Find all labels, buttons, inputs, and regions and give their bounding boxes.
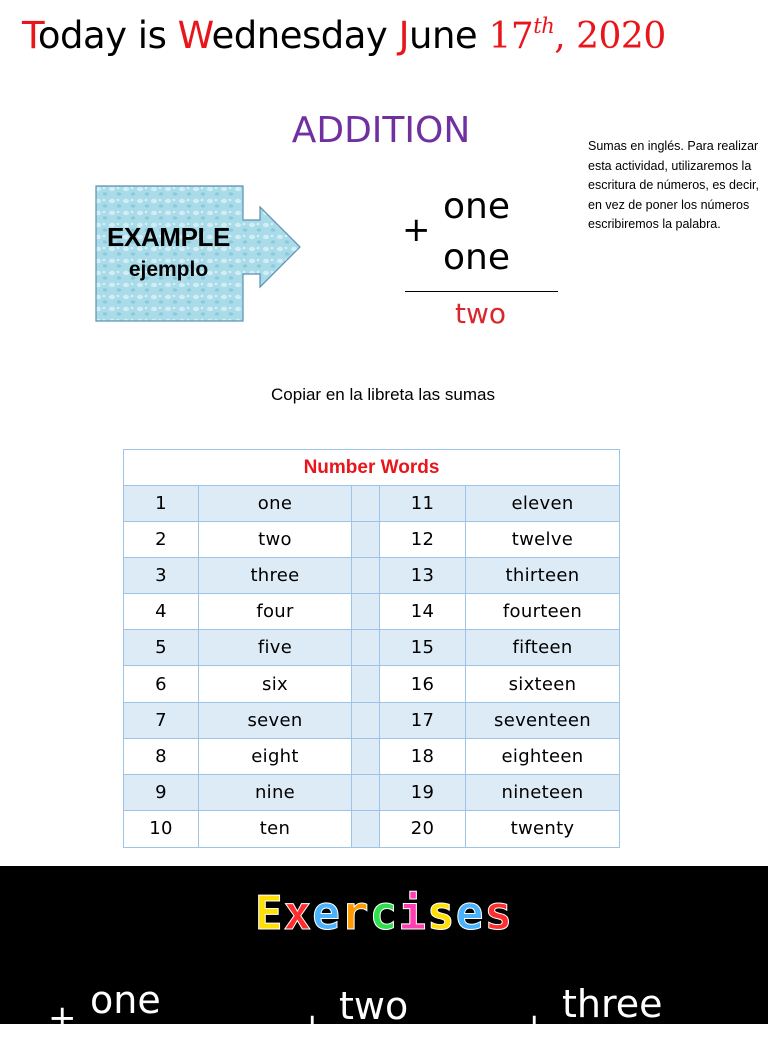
plus-sign: + (402, 210, 431, 250)
word-cell: seventeen (466, 703, 619, 739)
table-row (124, 811, 619, 847)
table-gap (352, 630, 380, 666)
sum-rule (405, 291, 558, 292)
table-row (124, 739, 619, 775)
word-cell: fifteen (466, 630, 619, 666)
exercises-title-letter: r (340, 886, 370, 940)
word-cell: fourteen (466, 594, 619, 630)
table-title: Number Words (124, 450, 619, 486)
number-cell: 11 (380, 486, 466, 522)
word-cell: one (199, 486, 352, 522)
word-cell: twenty (510, 818, 575, 840)
word-cell: four (199, 594, 352, 630)
table-gap (352, 666, 380, 702)
table-row (124, 703, 619, 739)
number-cell: 17 (380, 703, 466, 739)
table-gap (352, 558, 380, 594)
table-gap (352, 486, 380, 522)
number-cell: 13 (380, 558, 466, 594)
addend-two: one (443, 237, 510, 278)
number-cell: 19 (380, 775, 466, 811)
word-cell: three (199, 558, 352, 594)
exercise-word-2: two (339, 984, 409, 1028)
number-cell: 2 (124, 522, 199, 558)
word-cell: eight (199, 739, 352, 775)
exercises-title-letter: e (455, 886, 485, 940)
table-body (124, 486, 619, 847)
number-cell: 5 (124, 630, 199, 666)
word-cell: thirteen (466, 558, 619, 594)
exercises-title-letter: i (398, 886, 428, 940)
exercises-title-letter: x (283, 886, 313, 940)
word-cell: twelve (466, 522, 619, 558)
word-cell: nineteen (466, 775, 619, 811)
example-label-box (96, 222, 241, 282)
word-cell: ten (199, 811, 352, 847)
title-text: ednesday (211, 14, 399, 57)
word-cell: sixteen (466, 666, 619, 702)
number-cell: 16 (380, 666, 466, 702)
table-row (124, 594, 619, 630)
number-cell: 12 (380, 522, 466, 558)
number-cell: 3 (124, 558, 199, 594)
number-cell: 4 (124, 594, 199, 630)
number-cell: 14 (380, 594, 466, 630)
word-cell: eleven (466, 486, 619, 522)
table-gap (352, 775, 380, 811)
example-label: EXAMPLE (107, 222, 230, 252)
title-text: oday is (37, 14, 178, 57)
table-row (124, 666, 619, 702)
word-cell: nine (199, 775, 352, 811)
number-cell: 9 (124, 775, 199, 811)
example-sublabel: ejemplo (128, 258, 209, 281)
word-cell: five (199, 630, 352, 666)
number-cell: 8 (124, 739, 199, 775)
title-text: une (409, 14, 489, 57)
table-gap (352, 811, 380, 847)
table-gap (352, 703, 380, 739)
page-title (22, 14, 666, 57)
instruction-note: Sumas en inglés. Para realizar esta actividad, utilizaremos la escritura de números, es decir, en vez de poner los números escribiremos la palabra. (588, 139, 759, 231)
table-row (124, 486, 619, 522)
exercise-plus-2: + (298, 1006, 327, 1046)
word-cell: six (199, 666, 352, 702)
exercises-title-letter: c (369, 886, 399, 940)
exercises-title-letter: E (254, 886, 284, 940)
number-cell: 1 (124, 486, 199, 522)
table-row (124, 558, 619, 594)
word-cell: two (199, 522, 352, 558)
exercise-word-3: three (562, 982, 663, 1026)
table-gap (352, 594, 380, 630)
number-cell: 18 (380, 739, 466, 775)
title-initial-letter: T (22, 14, 38, 57)
exercises-title-letter: s (484, 886, 514, 940)
exercise-plus-3: + (520, 1006, 549, 1046)
exercises-section (0, 866, 768, 1046)
title-initial-letter: J (398, 14, 410, 57)
number-cell: 15 (380, 630, 466, 666)
addend-one: one (443, 186, 510, 227)
table-row (124, 522, 619, 558)
number-cell: 20 (380, 811, 466, 847)
exercises-title-letter: s (427, 886, 456, 940)
exercises-title (0, 886, 768, 940)
exercise-word-1: one (90, 978, 161, 1022)
number-words-table (123, 449, 620, 848)
table-row (124, 775, 619, 811)
word-cell: seven (199, 703, 352, 739)
section-heading: ADDITION (291, 110, 471, 151)
sum-result: two (455, 297, 507, 330)
number-cell: 7 (124, 703, 199, 739)
exercises-title-letter: e (312, 886, 341, 940)
table-row (124, 630, 619, 666)
word-cell: eighteen (466, 739, 619, 775)
title-initial-letter: W (177, 14, 212, 57)
copy-instruction: Copiar en la libreta las sumas (271, 385, 495, 404)
exercise-plus-1: + (48, 998, 77, 1038)
table-gap (352, 522, 380, 558)
date-number: 17th, 2020 (488, 14, 666, 57)
number-cell: 6 (124, 666, 199, 702)
number-cell: 10 (124, 811, 199, 847)
table-gap (352, 739, 380, 775)
